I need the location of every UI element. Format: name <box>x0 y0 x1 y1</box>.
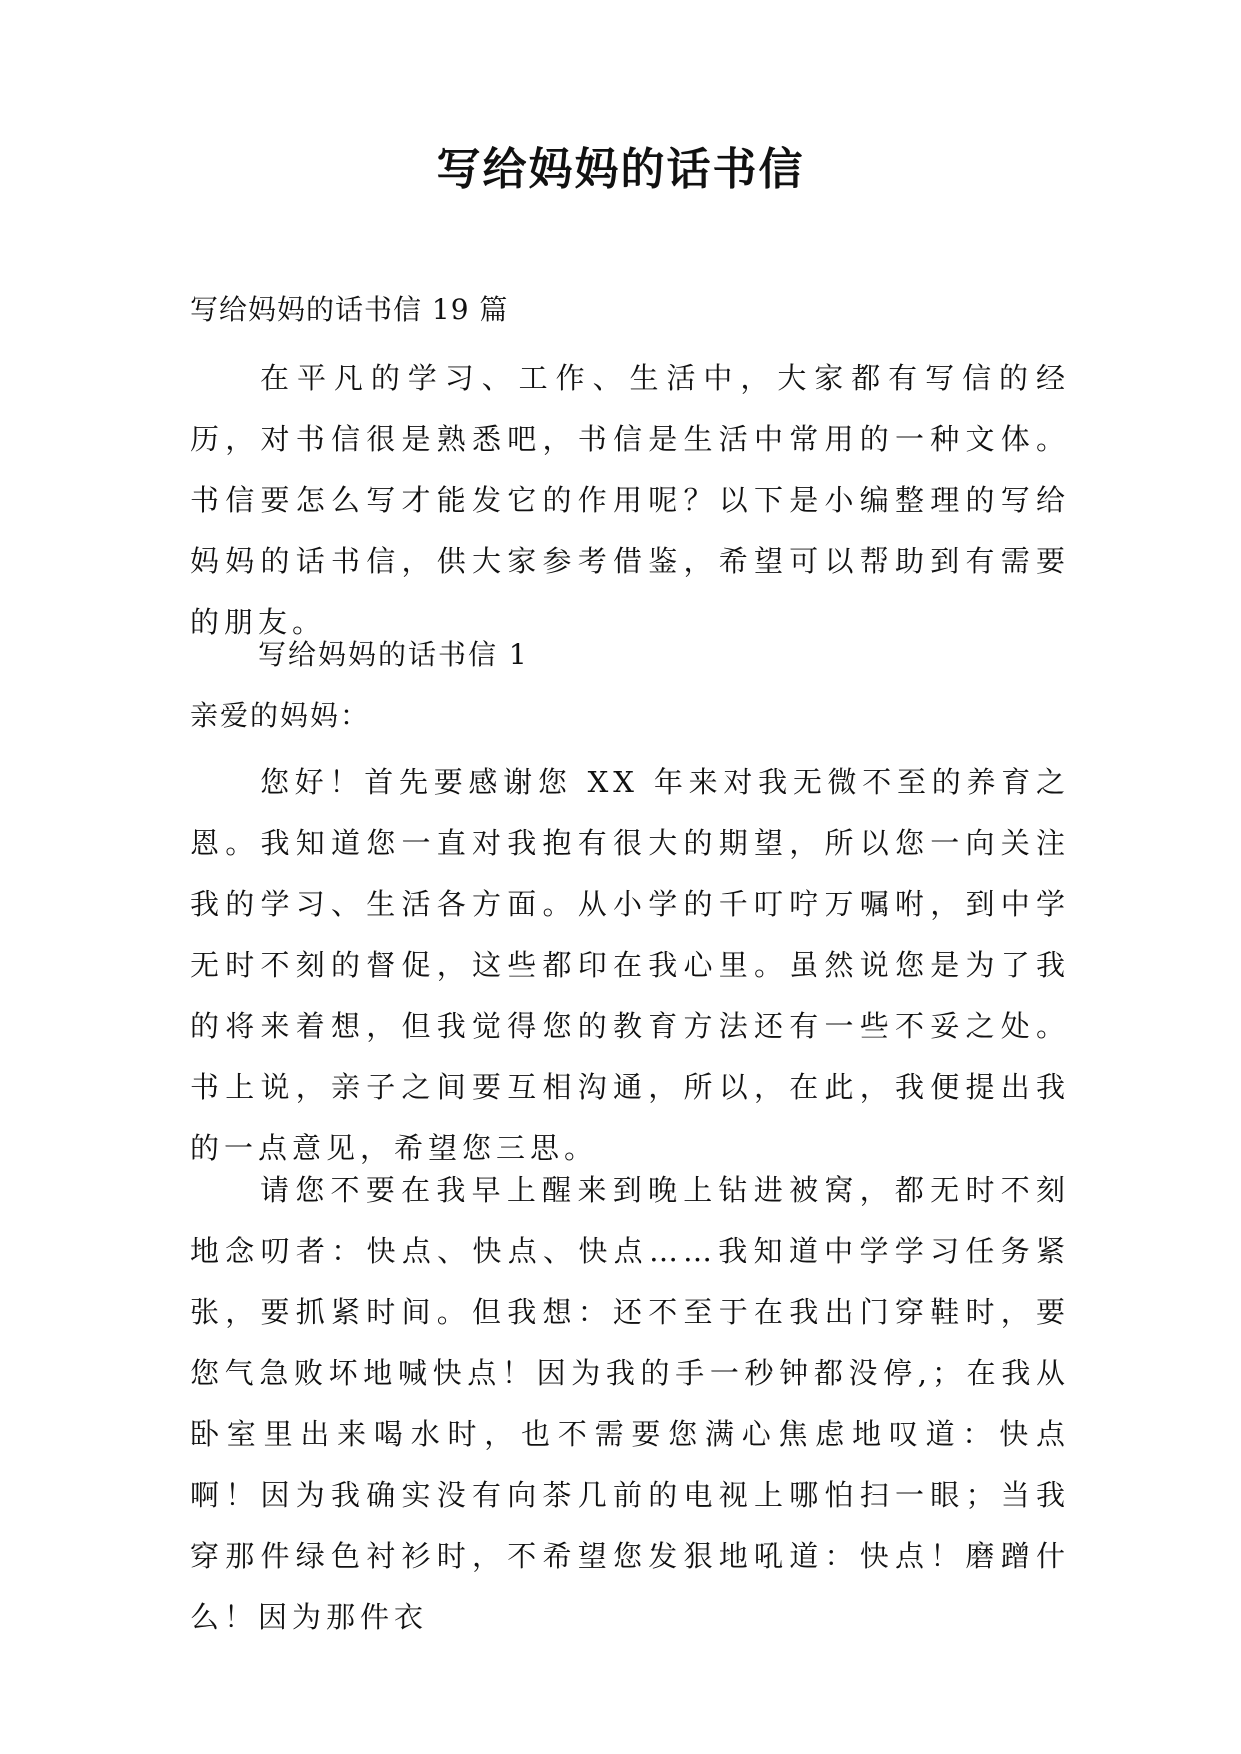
letter-salutation: 亲爱的妈妈： <box>190 699 371 732</box>
letter-paragraph: 您好！首先要感谢您 XX 年来对我无微不至的养育之恩。我知道您一直对我抱有很大的期望，所以您一向关注我的学习、生活各方面。从小学的千叮咛万嘱咐，到中学无时不刻的督促，这些都印在我心里。虽然说您是为了我的将来着想，但我觉得您的教育方法还有一些不妥之处。书上说，亲子之间要互相沟通，所以，在此，我便提出我的一点意见，希望您三思。 <box>190 765 1070 1165</box>
document-title: 写给妈妈的话书信 <box>436 144 805 195</box>
letter-paragraph: 请您不要在我早上醒来到晚上钻进被窝，都无时不刻地念叨者：快点、快点、快点……我知道中学学习任务紧张，要抓紧时间。但我想：还不至于在我出门穿鞋时，要您气急败坏地喊快点！因为我的手一秒钟都没停,；在我从卧室里出来喝水时，也不需要您满心焦虑地叹道：快点啊！因为我确实没有向茶几前的电视上哪怕扫一眼；当我穿那件绿色衬衫时，不希望您发狠地吼道：快点！磨蹭什么！因为那件衣 <box>190 1173 1070 1634</box>
section-heading: 写给妈妈的话书信 1 <box>258 638 529 671</box>
document-subtitle: 写给妈妈的话书信 19 篇 <box>190 293 509 326</box>
intro-paragraph: 在平凡的学习、工作、生活中，大家都有写信的经历，对书信很是熟悉吧，书信是生活中常用的一种文体。书信要怎么写才能发它的作用呢？以下是小编整理的写给妈妈的话书信，供大家参考借鉴，希望可以帮助到有需要的朋友。 <box>190 361 1070 639</box>
